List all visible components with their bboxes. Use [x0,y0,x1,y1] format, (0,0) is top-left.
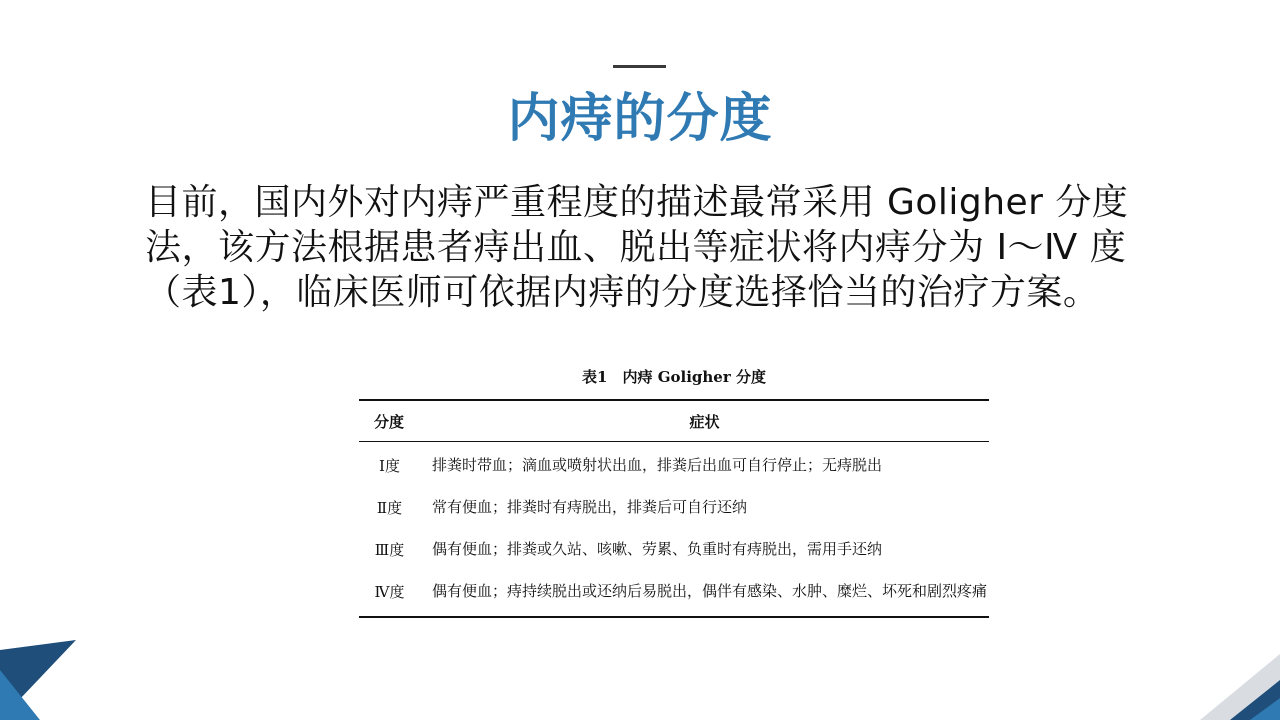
goligher-table-block [359,362,989,618]
goligher-table [359,399,989,618]
table-row [359,526,989,568]
symptom-cell: 排粪时带血；滴血或喷射状出血，排粪后出血可自行停止；无痔脱出 [432,456,883,474]
slide-title: 内痔的分度 [507,89,773,149]
grade-cell: Ⅰ度 [379,457,400,475]
title-accent-rule [613,65,666,68]
table-caption: 表1 内痔 Goligher 分度 [582,368,766,386]
grade-cell: Ⅱ度 [376,499,403,517]
table-header-row [359,400,989,442]
corner-decoration-right [1200,640,1280,720]
header-grade: 分度 [359,400,420,442]
header-symptom: 症状 [420,400,989,442]
symptom-cell: 偶有便血；痔持续脱出或还纳后易脱出，偶伴有感染、水肿、糜烂、坏死和剧烈疼痛 [420,568,989,617]
grade-cell: Ⅳ度 [359,568,420,617]
grade-cell: Ⅲ度 [374,541,405,559]
symptom-cell: 偶有便血；排粪或久站、咳嗽、劳累、负重时有痔脱出，需用手还纳 [432,540,883,558]
symptom-cell: 常有便血；排粪时有痔脱出，排粪后可自行还纳 [432,498,748,516]
intro-paragraph: 目前，国内外对内痔严重程度的描述最常采用 Goligher 分度法，该方法根据患者痔出血、脱出等症状将内痔分为 Ⅰ～Ⅳ 度（表1），临床医师可依据内痔的分度选择恰当的治疗方案。 [145,182,1129,313]
corner-decoration-left [0,640,80,720]
table-row [359,484,989,526]
table-row [359,442,989,485]
table-row [359,568,989,617]
